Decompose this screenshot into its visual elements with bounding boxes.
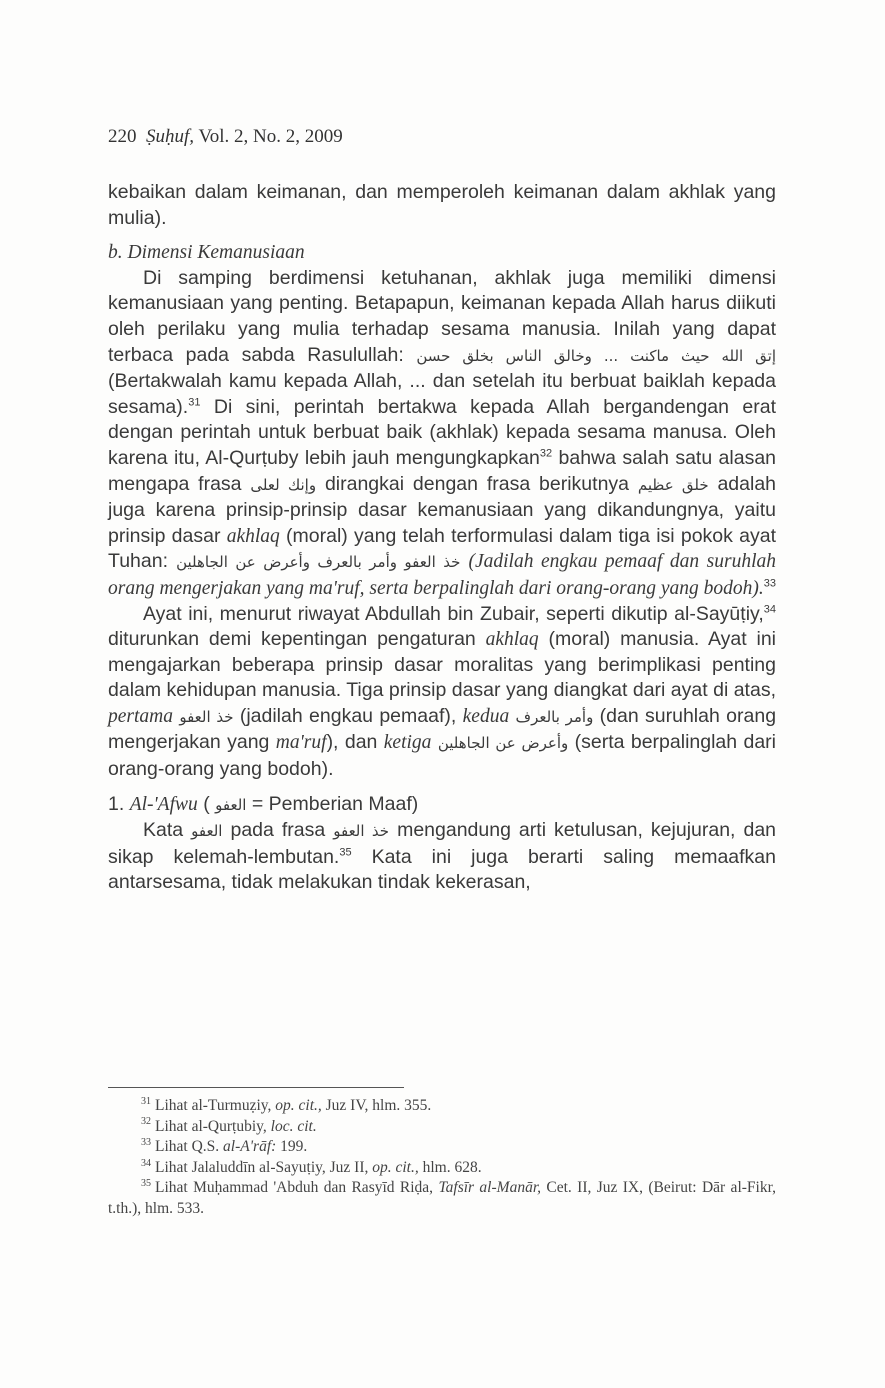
heading-1-open: ( (203, 792, 210, 815)
footnote-italic: al-A'rāf: (223, 1138, 277, 1156)
footnote-text-end: 199. (280, 1138, 308, 1156)
p4-arabic-1: العفو (191, 822, 223, 841)
p2-text-g: (moral) yang telah terformulasi dalam tiga isi pokok ayat Tuhan: (108, 524, 777, 573)
arabic-principle-2: وأمر بالعرف (515, 707, 594, 726)
footnote-35 (108, 1178, 776, 1219)
heading-1-arabic: العفو (215, 795, 247, 814)
page-number: 220 (108, 126, 137, 147)
p3-term-maruf: ma'ruf (275, 732, 327, 754)
p3-text-g: (serta berpalinglah dari orang-orang yang bodoh). (108, 731, 777, 781)
footnote-text: Lihat Muḥammad 'Abduh dan Rasyīd Riḍa, (155, 1179, 434, 1197)
p4-text-a: Kata (143, 819, 184, 842)
footnote-italic: op. cit., (275, 1097, 322, 1114)
footnote-text-end: Cet. II, Juz IX, (Beirut: Dār al-Fikr, t.th.), hlm. 533. (108, 1179, 777, 1217)
p2-text-f: adalah juga karena prinsip-prinsip dasar kemanusiaan yang dikandungnya, yaitu prinsip dasar (108, 472, 777, 547)
p4-text-c: mengandung arti ketulusan, kejujuran, dan sikap kelemah-lembutan. (108, 819, 777, 868)
footnote-text-end: Juz IV, hlm. 355. (325, 1097, 432, 1114)
running-head (108, 126, 343, 148)
arabic-principle-1: خذ العفو (179, 707, 234, 726)
p2-text-b: (Bertakwalah kamu kepada Allah, ... dan setelah itu berbuat baiklah kepada sesama). (108, 370, 776, 418)
arabic-verse: خذ العفو وأمر بالعرف وأعرض عن الجاهلين (176, 553, 461, 572)
p3-term-ketiga: ketiga (383, 732, 432, 754)
p4-text-b: pada frasa (230, 819, 326, 842)
footnote-ref-33: 33 (763, 577, 777, 590)
p2-text-c: Di sini, perintah bertakwa kepada Allah bergandengan erat dengan perintah untuk berbuat baik (akhlak) kepada sesama manusa. Oleh karena itu, Al-Qurṭuby lebih jauh mengungkapkan (108, 395, 776, 469)
p4-arabic-2: خذ العفو (333, 822, 390, 841)
p2-translation: (Jadilah engkau pemaaf dan suruhlah orang mengerjakan yang ma'ruf, serta berpalinglah dari orang-orang yang bodoh). (108, 551, 777, 599)
p3-term-kedua: kedua (462, 705, 510, 727)
paragraph-3 (108, 602, 776, 783)
footnote-italic: Tafsīr al-Manār, (438, 1179, 542, 1197)
p2-text-e: dirangkai dengan frasa berikutnya (324, 472, 630, 495)
heading-1-number: 1. (108, 792, 125, 815)
footnote-number: 31 (141, 1095, 151, 1107)
footnote-text: Lihat Q.S. (155, 1138, 220, 1156)
section-heading-1 (108, 792, 776, 819)
p2-text-a: Di samping berdimensi ketuhanan, akhlak juga memiliki dimensi kemanusiaan yang penting. Betapapun, keimanan kepada Allah harus diikuti oleh perilaku yang mulia terhadap sesama manusia. Inilah yang dapat terbaca pada sabda Rasulullah: (108, 266, 776, 366)
footnote-italic: loc. cit. (270, 1117, 317, 1135)
p3-text-f: ), dan (326, 731, 378, 754)
footnote-text-end: hlm. 628. (422, 1158, 482, 1176)
p3-text-a: Ayat ini, menurut riwayat Abdullah bin Zubair, seperti dikutip al-Sayūṭiy, (143, 602, 764, 625)
paragraph-2 (108, 266, 776, 602)
section-heading-b: b. Dimensi Kemanusiaan (108, 242, 305, 264)
p3-term-pertama: pertama (108, 705, 173, 727)
footnote-divider (108, 1087, 404, 1088)
arabic-phrase-1: وإنك لعلى (250, 475, 317, 494)
footnotes (108, 1096, 776, 1220)
arabic-phrase-2: خلق عظيم (637, 475, 709, 494)
footnote-ref-32: 32 (539, 447, 553, 460)
footnote-number: 35 (141, 1178, 151, 1190)
heading-1-term: Al-'Afwu (129, 793, 198, 815)
footnote-number: 33 (141, 1137, 151, 1149)
p4-text-d: Kata ini juga berarti saling memaafkan antarsesama, tidak melakukan tindak kekerasan, (108, 845, 777, 894)
p3-text-b: diturunkan demi kepentingan pengaturan (108, 628, 476, 651)
p2-term-akhlaq: akhlaq (226, 525, 280, 547)
footnote-text: Lihat al-Qurṭubiy, (155, 1117, 267, 1135)
footnote-32 (108, 1117, 776, 1138)
journal-title: Ṣuḥuf, (146, 126, 195, 147)
footnote-ref-31: 31 (188, 396, 201, 409)
footnote-31 (108, 1096, 776, 1117)
body-text (108, 180, 776, 896)
footnote-text: Lihat al-Turmuẓiy, (155, 1097, 272, 1114)
heading-1-rest: = Pemberian Maaf) (251, 792, 419, 815)
p3-text-c: (moral) manusia. Ayat ini mengajarkan beberapa prinsip dasar moralitas yang berimplikasi penting dalam kehidupan manusia. Tiga prinsip dasar yang diangkat dari ayat di atas, (108, 628, 777, 702)
p3-text-d: (jadilah engkau pemaaf), (239, 704, 457, 727)
p3-text-e: (dan suruhlah orang mengerjakan yang (108, 704, 777, 754)
p3-term-akhlaq: akhlaq (485, 629, 539, 651)
footnote-number: 34 (141, 1157, 151, 1169)
paragraph-4 (108, 818, 776, 896)
footnote-34 (108, 1158, 776, 1179)
footnote-33 (108, 1137, 776, 1158)
footnote-italic: op. cit., (372, 1158, 419, 1176)
arabic-principle-3: وأعرض عن الجاهلين (437, 734, 569, 753)
arabic-hadith: إتق الله حيث ماكنت ... وخالق الناس بخلق حسن (416, 346, 777, 365)
footnote-text: Lihat Jalaluddīn al-Sayuṭiy, Juz II, (155, 1158, 369, 1176)
footnote-ref-35: 35 (339, 846, 352, 859)
footnote-number: 32 (141, 1116, 151, 1128)
footnote-ref-34: 34 (763, 603, 776, 615)
journal-volume: Vol. 2, No. 2, 2009 (198, 126, 343, 147)
paragraph-1: kebaikan dalam keimanan, dan memperoleh keimanan dalam akhlak yang mulia). (108, 181, 776, 229)
p2-text-d: bahwa salah satu alasan mengapa frasa (108, 446, 777, 495)
